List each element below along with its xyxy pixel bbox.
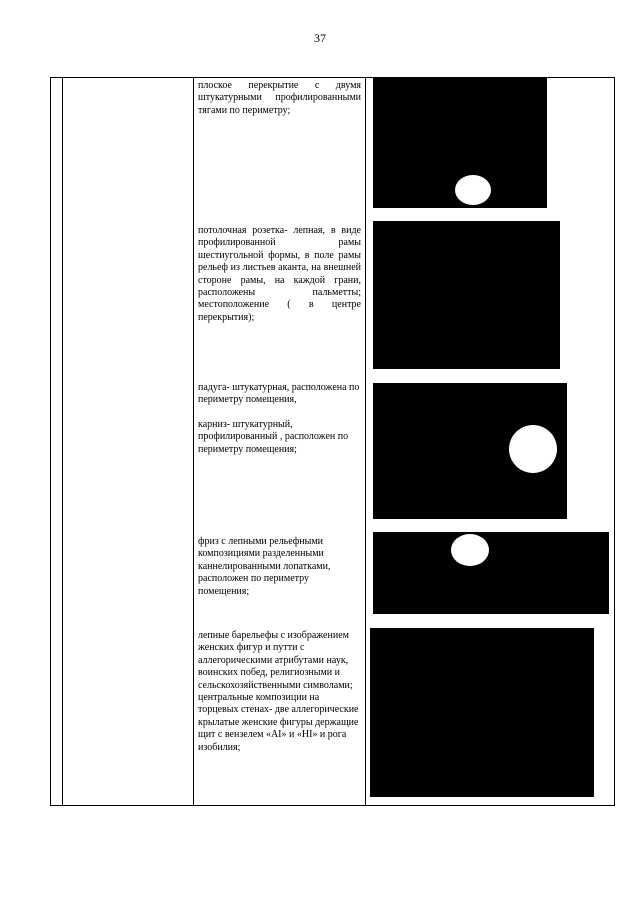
description-table xyxy=(50,77,615,806)
table-column-border xyxy=(62,77,63,806)
description-cell xyxy=(198,225,361,324)
description-text: падуга- штукатурная, расположена по периметру помещения, xyxy=(198,382,360,406)
description-cell xyxy=(198,80,361,117)
photo-ceiling xyxy=(373,77,547,208)
description-cell xyxy=(198,630,361,754)
photo-highlight xyxy=(455,175,491,205)
table-border-bottom xyxy=(50,805,615,806)
description-text: плоское перекрытие с двумя штукатурными профилированными тягами по периметру; xyxy=(198,80,361,116)
table-border-left xyxy=(50,77,51,806)
description-text: карниз- штукатурный, профилированный , расположен по периметру помещения; xyxy=(198,418,349,455)
photo-frieze xyxy=(373,532,609,614)
photo-bas-reliefs xyxy=(370,628,594,797)
description-text: центральные композиции на торцевых стенах- две аллегорические крылатые женские фигуры держащие щит с вензелем «АI» и «НI» и рога изобилия; xyxy=(198,692,359,753)
description-cell xyxy=(198,536,361,598)
table-border-right xyxy=(614,77,615,806)
table-column-border xyxy=(193,77,194,806)
table-column-border xyxy=(365,77,366,806)
page-number: 37 xyxy=(314,31,326,45)
photo-highlight xyxy=(509,425,557,473)
photo-padouga-cornice xyxy=(373,383,567,519)
description-text: потолочная розетка- лепная, в виде профилированной рамы шестиугольной формы, в поле рамы рельеф из листьев аканта, на внешней стороне рамы, на каждой грани, расположены пальметты; местоположение ( в центре перекрытия); xyxy=(198,225,361,323)
photo-highlight xyxy=(451,534,489,566)
description-cell xyxy=(198,382,361,456)
photo-rosette xyxy=(373,221,560,369)
description-text: фриз с лепными рельефными композициями разделенными каннелированными лопатками, расположен по периметру помещения; xyxy=(198,536,331,597)
description-text: лепные барельефы с изображением женских фигур и путти с аллегорическими атрибутами наук, воинских побед, религиозными и сельскохозяйственными символами; xyxy=(198,630,353,691)
